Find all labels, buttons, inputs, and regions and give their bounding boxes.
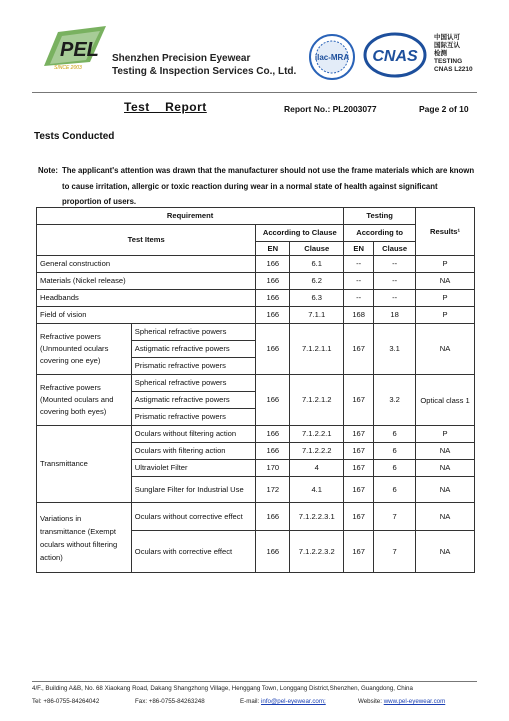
tests-table: [36, 207, 475, 573]
row-clause: 7.1.2.2.3.2: [290, 531, 344, 573]
header-testing: Testing: [344, 208, 416, 225]
table-row: [37, 324, 475, 341]
row-result: NA: [416, 477, 475, 503]
sub-item: Oculars without corrective effect: [131, 503, 256, 531]
row-clause: 7.1.2.2.1: [290, 426, 344, 443]
row-en: 170: [256, 460, 290, 477]
group-label: Refractive powers (Mounted oculars and covering both eyes): [37, 375, 132, 426]
row-result: P: [416, 290, 475, 307]
group-label: Refractive powers (Unmounted oculars covering one eye): [37, 324, 132, 375]
footer-email-label: E-mail:: [240, 698, 260, 705]
row-result: P: [416, 307, 475, 324]
row-testing-en: 167: [344, 324, 374, 375]
row-result: NA: [416, 443, 475, 460]
section-title: Tests Conducted: [34, 131, 115, 142]
row-result: Optical class 1: [416, 375, 475, 426]
row-clause: 4.1: [290, 477, 344, 503]
header-clause: Clause: [290, 242, 344, 256]
page-number: Page 2 of 10: [419, 104, 469, 114]
row-en: 166: [256, 426, 290, 443]
row-en: 166: [256, 307, 290, 324]
group-label: Variations in transmittance (Exempt oculars without filtering action): [37, 503, 132, 573]
cnas-accreditation: [434, 34, 473, 74]
row-testing-en: 167: [344, 531, 374, 573]
footer-email-block: [240, 698, 326, 705]
sub-item: Astigmatic refractive powers: [131, 341, 256, 358]
table-row: [37, 290, 475, 307]
cnas-code: CNAS L2210: [434, 66, 473, 73]
row-testing-clause: 3.2: [374, 375, 416, 426]
row-result: NA: [416, 531, 475, 573]
row-en: 166: [256, 531, 290, 573]
row-clause: 7.1.2.2.3.1: [290, 503, 344, 531]
row-testing-clause: 7: [374, 503, 416, 531]
ilac-text: ilac-MRA: [314, 53, 350, 62]
cnas-text: CNAS: [372, 48, 418, 65]
pel-logo: [40, 22, 112, 72]
row-en: 166: [256, 443, 290, 460]
row-testing-en: 167: [344, 477, 374, 503]
row-testing-clause: --: [374, 273, 416, 290]
row-item: General construction: [37, 256, 256, 273]
row-clause: 7.1.2.1.1: [290, 324, 344, 375]
group-label: Transmittance: [37, 426, 132, 503]
footer-email-link[interactable]: info@pel-eyewear.com;: [261, 698, 326, 705]
row-testing-clause: 7: [374, 531, 416, 573]
row-testing-en: 167: [344, 443, 374, 460]
sub-item: Astigmatic refractive powers: [131, 392, 256, 409]
row-testing-en: 167: [344, 375, 374, 426]
table-row: [37, 256, 475, 273]
footer-tel: Tel: +86-0755-84264042: [32, 698, 100, 705]
cnas-testing: TESTING: [434, 58, 463, 65]
header-en-testing: EN: [344, 242, 374, 256]
row-testing-en: 167: [344, 460, 374, 477]
row-testing-en: 168: [344, 307, 374, 324]
sub-item: Oculars with corrective effect: [131, 531, 256, 573]
row-testing-en: 167: [344, 503, 374, 531]
header-requirement: Requirement: [37, 208, 344, 225]
report-title: Test Report: [124, 100, 207, 114]
row-clause: 7.1.2.2.2: [290, 443, 344, 460]
cnas-cn-line-1: 中国认可: [434, 34, 460, 41]
sub-item: Ultraviolet Filter: [131, 460, 256, 477]
row-en: 166: [256, 290, 290, 307]
row-testing-clause: --: [374, 290, 416, 307]
row-clause: 7.1.2.1.2: [290, 375, 344, 426]
row-testing-clause: 18: [374, 307, 416, 324]
row-en: 166: [256, 273, 290, 290]
header-divider: [32, 92, 477, 93]
row-en: 172: [256, 477, 290, 503]
note-text: The applicant's attention was drawn that the manufacturer should not use the frame materials which are known to cause irritation, allergic or toxic reaction during wear in a normal state of health against significant proportion of users.: [62, 166, 475, 206]
report-number: Report No.: PL2003077: [284, 104, 377, 114]
row-result: P: [416, 256, 475, 273]
company-name: [112, 52, 296, 78]
header-clause-testing: Clause: [374, 242, 416, 256]
row-testing-clause: 6: [374, 460, 416, 477]
cnas-cn-line-3: 检测: [434, 50, 447, 57]
sub-item: Spherical refractive powers: [131, 375, 256, 392]
note: [38, 163, 478, 210]
header-en: EN: [256, 242, 290, 256]
table-row: [37, 426, 475, 443]
row-testing-clause: 6: [374, 477, 416, 503]
row-result: P: [416, 426, 475, 443]
row-en: 166: [256, 256, 290, 273]
header-test-items: Test Items: [37, 225, 256, 256]
row-result: NA: [416, 460, 475, 477]
ilac-mra-logo: [305, 32, 359, 82]
sub-item: Oculars without filtering action: [131, 426, 256, 443]
row-clause: 6.1: [290, 256, 344, 273]
row-item: Headbands: [37, 290, 256, 307]
table-row: [37, 307, 475, 324]
row-en: 166: [256, 375, 290, 426]
sub-item: Prismatic refractive powers: [131, 409, 256, 426]
sub-item: Oculars with filtering action: [131, 443, 256, 460]
row-clause: 7.1.1: [290, 307, 344, 324]
row-testing-en: --: [344, 273, 374, 290]
row-testing-clause: 6: [374, 426, 416, 443]
sub-item: Sunglare Filter for Industrial Use: [131, 477, 256, 503]
cnas-cn-line-2: 国际互认: [434, 42, 460, 49]
row-result: NA: [416, 273, 475, 290]
row-result: NA: [416, 324, 475, 375]
row-en: 166: [256, 503, 290, 531]
row-testing-clause: 3.1: [374, 324, 416, 375]
table-row: [37, 273, 475, 290]
sub-item: Spherical refractive powers: [131, 324, 256, 341]
row-clause: 6.3: [290, 290, 344, 307]
row-testing-clause: --: [374, 256, 416, 273]
table-row: [37, 375, 475, 392]
row-testing-en: 167: [344, 426, 374, 443]
logo-text: PEL: [60, 39, 99, 61]
header-according-to: According to: [344, 225, 416, 242]
footer-address: 4/F., Building A&B, No. 68 Xiaokang Road, Dakang Shangzhong Village, Henggang Town, Longgang District,Shenzhen, Guangdong, China: [32, 685, 413, 692]
row-testing-en: --: [344, 256, 374, 273]
footer-website-link[interactable]: www.pel-eyewear.com: [383, 698, 446, 705]
row-result: NA: [416, 503, 475, 531]
header-results: Results¹: [416, 208, 475, 256]
cnas-logo: [362, 30, 428, 80]
sub-item: Prismatic refractive powers: [131, 358, 256, 375]
row-testing-clause: 6: [374, 443, 416, 460]
row-item: Field of vision: [37, 307, 256, 324]
table-row: [37, 503, 475, 531]
row-en: 166: [256, 324, 290, 375]
note-label: Note:: [38, 166, 58, 175]
row-clause: 6.2: [290, 273, 344, 290]
logo-subtext: SINCE 2003: [54, 65, 82, 71]
row-testing-en: --: [344, 290, 374, 307]
footer-website-block: [358, 698, 445, 705]
footer-fax: Fax: +86-0755-84263248: [135, 698, 205, 705]
company-line-2: Testing & Inspection Services Co., Ltd.: [112, 66, 297, 77]
header-according-clause: According to Clause: [256, 225, 344, 242]
footer-divider: [32, 681, 477, 682]
row-clause: 4: [290, 460, 344, 477]
row-item: Materials (Nickel release): [37, 273, 256, 290]
footer-website-label: Website:: [358, 698, 382, 705]
company-line-1: Shenzhen Precision Eyewear: [112, 53, 251, 64]
